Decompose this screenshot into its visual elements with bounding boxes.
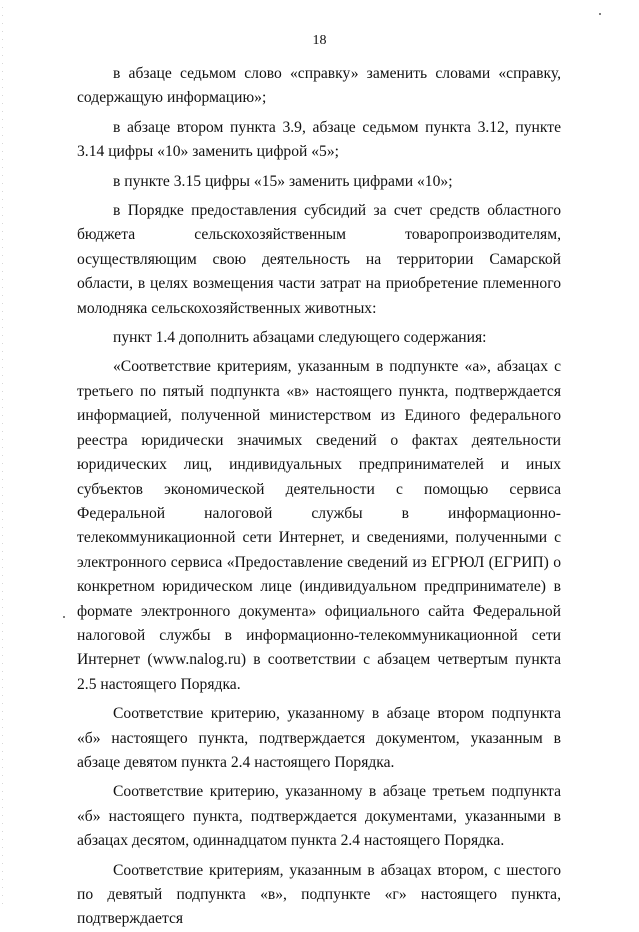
paragraph: в абзаце втором пункта 3.9, абзаце седьмом пункта 3.12, пункте 3.14 цифры «10» заменить цифрой «5»; bbox=[77, 118, 561, 161]
scan-speck bbox=[63, 616, 65, 618]
paragraph: Соответствие критерию, указанному в абзаце втором подпункта «б» настоящего пункта, подтверждается документом, указанным в абзаце девятом пункта 2.4 настоящего Порядка. bbox=[77, 705, 561, 771]
paragraph: пункт 1.4 дополнить абзацами следующего содержания: bbox=[113, 329, 487, 347]
paragraph: в пункте 3.15 цифры «15» заменить цифрами «10»; bbox=[113, 172, 453, 190]
paragraph: «Соответствие критериям, указанным в подпункте «а», абзацах с третьего по пятый подпункта «в» настоящего пункта, подтверждается информацией, полученной министерством из Единого федерального реестра юридически значимых сведений о фактах деятельности юридических лиц, индивидуальных предпринимателей и иных субъектов экономической деятельности с помощью сервиса Федеральной налоговой службы в информационно-телекоммуникационной сети Интернет, и сведениями, полученными с электронного сервиса «Предоставление сведений из ЕГРЮЛ (ЕГРИП) о конкретном юридическом лице (индивидуальном предпринимателе) в формате электронного документа» официального сайта Федеральной налоговой службы в информационно-телекоммуникационной сети Интернет (www.nalog.ru) в соответствии с абзацем четвертым пункта 2.5 настоящего Порядка. bbox=[77, 358, 561, 693]
paragraph: в Порядке предоставления субсидий за счет средств областного бюджета сельскохозяйственным товаропроизводителям, осуществляющим свою деятельность на территории Самарской области, в целях возмещения части затрат на приобретение племенного молодняка сельскохозяйственных животных: bbox=[77, 202, 561, 317]
document-body bbox=[77, 62, 561, 932]
page-number: 18 bbox=[312, 33, 327, 48]
scan-speck bbox=[599, 13, 601, 15]
paragraph: в абзаце седьмом слово «справку» заменить словами «справку, содержащую информацию»; bbox=[77, 65, 561, 107]
paragraph: Соответствие критерию, указанному в абзаце третьем подпункта «б» настоящего пункта, подтверждается документами, указанными в абзацах десятом, одиннадцатом пункта 2.4 настоящего Порядка. bbox=[77, 783, 561, 850]
paragraph: Соответствие критериям, указанным в абзацах втором, с шестого по девятый подпункта «в», подпункте «г» настоящего пункта, подтверждается bbox=[77, 861, 561, 928]
scan-edge-artifact bbox=[2, 0, 3, 905]
